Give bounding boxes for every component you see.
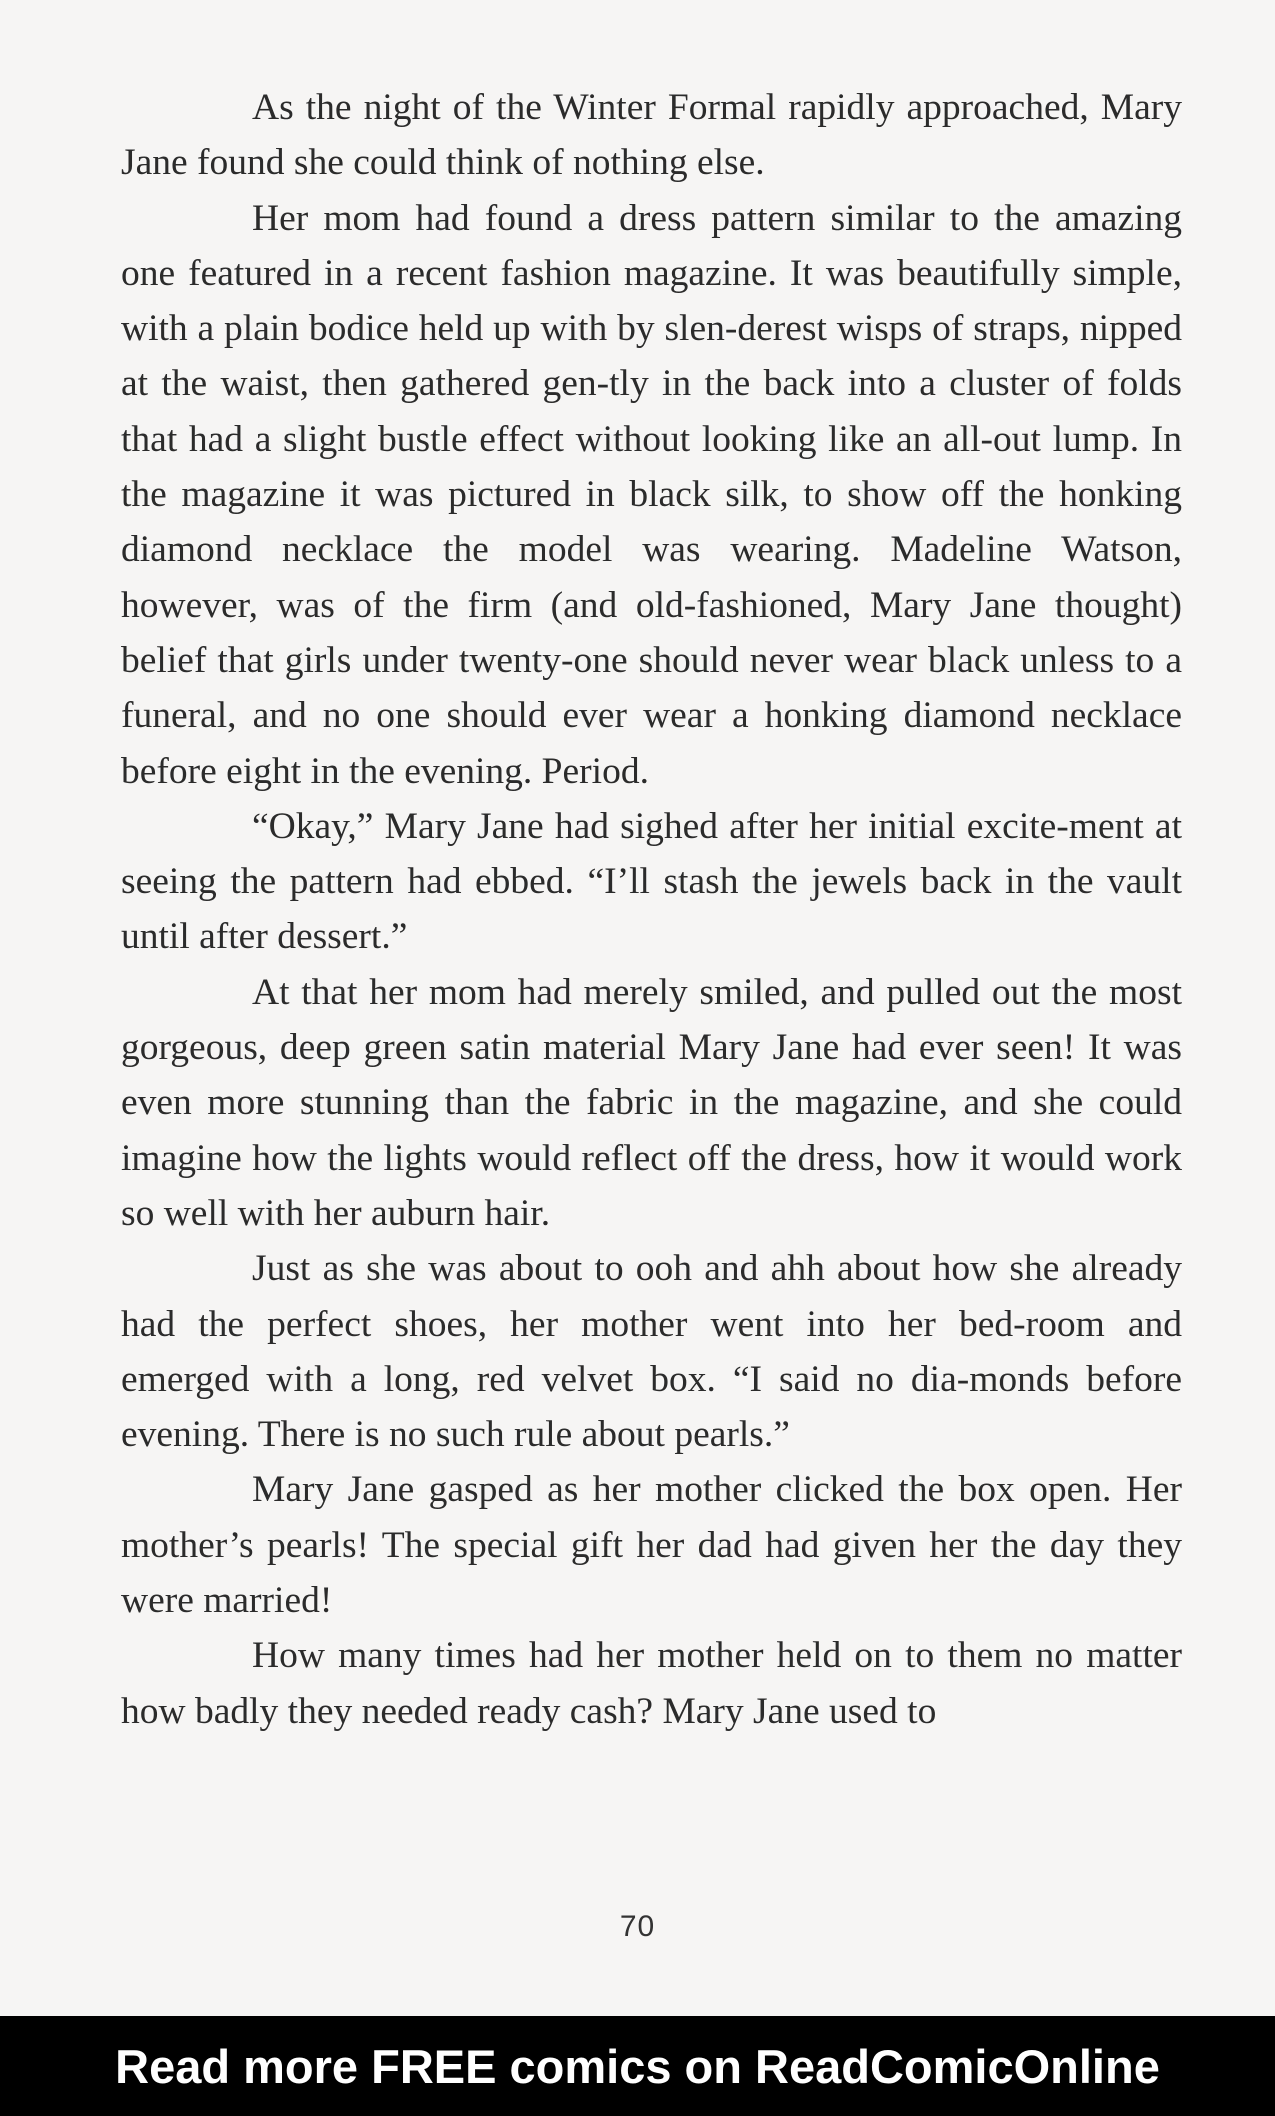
paragraph-5: Just as she was about to ooh and ahh about how she already had the perfect shoes, her mother went into her bed-room and emerged with a long, red velvet box. “I said no dia-monds before evening. There is no such rule about pearls.” bbox=[121, 1248, 1182, 1456]
promo-banner-text: Read more FREE comics on ReadComicOnline bbox=[115, 2039, 1160, 2093]
paragraph-4: At that her mom had merely smiled, and pulled out the most gorgeous, deep green satin material Mary Jane had ever seen! It was even more stunning than the fabric in the magazine, and she could imagine how the lights would reflect off the dress, how it would work so well with her auburn hair. bbox=[121, 971, 1182, 1234]
page-number: 70 bbox=[619, 1910, 656, 1943]
paragraph-6: Mary Jane gasped as her mother clicked the box open. Her mother’s pearls! The special gift her dad had given her the day they were married! bbox=[121, 1469, 1182, 1622]
paragraph-1: As the night of the Winter Formal rapidly approached, Mary Jane found she could think of nothing else. bbox=[121, 87, 1182, 184]
paragraph-7: How many times had her mother held on to them no matter how badly they needed ready cash? Mary Jane used to bbox=[121, 1635, 1182, 1732]
promo-banner[interactable] bbox=[0, 2016, 1275, 2116]
paragraph-2: Her mom had found a dress pattern similar to the amazing one featured in a recent fashion magazine. It was beautifully simple, with a plain bodice held up with by slen-derest wisps of straps, nipped at the waist, then gathered gen-tly in the back into a cluster of folds that had a slight bustle effect without looking like an all-out lump. In the magazine it was pictured in black silk, to show off the honking diamond necklace the model was wearing. Madeline Watson, however, was of the firm (and old-fashioned, Mary Jane thought) belief that girls under twenty-one should never wear black unless to a funeral, and no one should ever wear a honking diamond necklace before eight in the evening. Period. bbox=[121, 197, 1182, 792]
paragraph-3: “Okay,” Mary Jane had sighed after her initial excite-ment at seeing the pattern had ebbed. “I’ll stash the jewels back in the vault until after dessert.” bbox=[121, 805, 1182, 958]
body-text bbox=[121, 80, 1182, 1739]
